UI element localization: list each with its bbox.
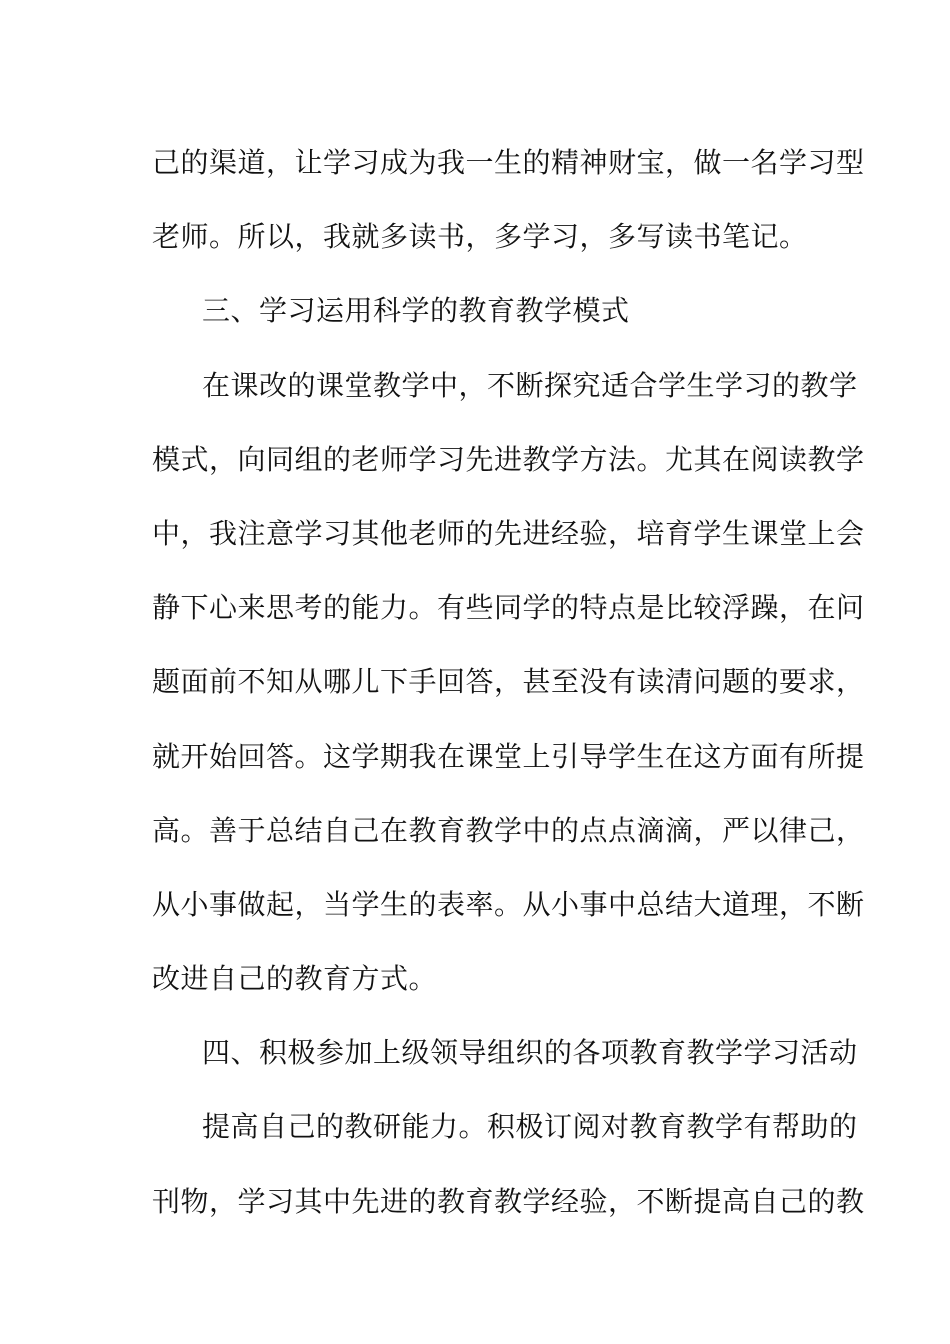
text-line: 老师。所以，我就多读书，多学习，多写读书笔记。 (152, 220, 808, 254)
text-line: 中，我注意学习其他老师的先进经验，培育学生课堂上会 (152, 516, 865, 550)
text-line: 高。善于总结自己在教育教学中的点点滴滴，严以律己， (152, 813, 865, 847)
text-line: 题面前不知从哪儿下手回答，甚至没有读清问题的要求， (152, 665, 865, 699)
text-line: 静下心来思考的能力。有些同学的特点是比较浮躁，在问 (152, 591, 865, 625)
document-body (152, 126, 865, 1239)
text-line: 模式，向同组的老师学习先进教学方法。尤其在阅读教学 (152, 442, 865, 476)
text-line: 己的渠道，让学习成为我一生的精神财宝，做一名学习型 (152, 146, 865, 179)
text-line: 改进自己的教育方式。 (152, 962, 438, 996)
section-heading: 四、积极参加上级领导组织的各项教育教学学习活动 (202, 1036, 858, 1070)
section-heading: 三、学习运用科学的教育教学模式 (202, 294, 630, 328)
text-line: 从小事做起，当学生的表率。从小事中总结大道理，不断 (152, 887, 865, 921)
text-line: 提高自己的教研能力。积极订阅对教育教学有帮助的 (202, 1110, 858, 1144)
text-line: 在课改的课堂教学中，不断探究适合学生学习的教学 (202, 368, 858, 402)
text-line: 刊物，学习其中先进的教育教学经验，不断提高自己的教 (152, 1184, 865, 1218)
text-line: 就开始回答。这学期我在课堂上引导学生在这方面有所提 (152, 739, 865, 773)
